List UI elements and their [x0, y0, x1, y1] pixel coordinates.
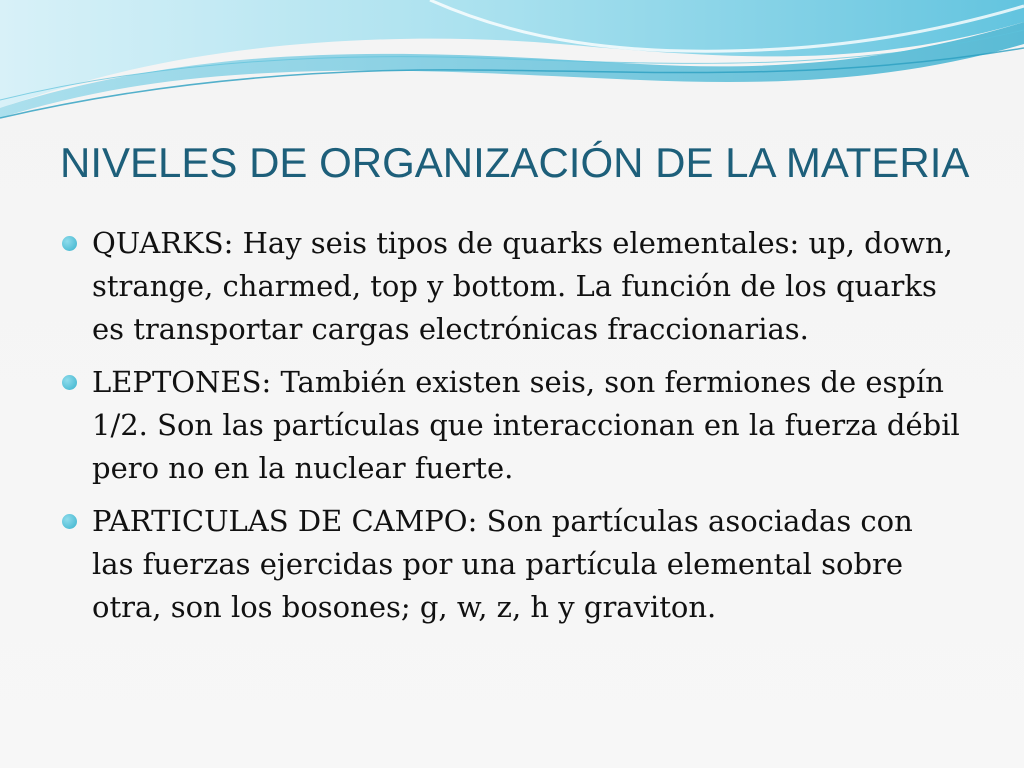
bullet-dot-icon: [62, 514, 77, 529]
bullet-dot-icon: [62, 375, 77, 390]
bullet-text: PARTICULAS DE CAMPO: Son partículas asociadas con las fuerzas ejercidas por una partícula elemental sobre otra, son los bosones; g, w, z, h y graviton.: [92, 504, 913, 624]
bullet-item-quarks: [62, 222, 962, 351]
bullet-dot-icon: [62, 236, 77, 251]
wave-decoration: [0, 0, 1024, 130]
bullet-list: [62, 222, 962, 639]
bullet-item-particulas-de-campo: [62, 500, 962, 629]
bullet-text: LEPTONES: También existen seis, son fermiones de espín 1/2. Son las partículas que interaccionan en la fuerza débil pero no en la nuclear fuerte.: [92, 365, 960, 485]
bullet-item-leptones: [62, 361, 962, 490]
bullet-text: QUARKS: Hay seis tipos de quarks elementales: up, down, strange, charmed, top y bottom. La función de los quarks es transportar cargas electrónicas fraccionarias.: [92, 226, 953, 346]
slide-title: NIVELES DE ORGANIZACIÓN DE LA MATERIA: [60, 139, 970, 186]
